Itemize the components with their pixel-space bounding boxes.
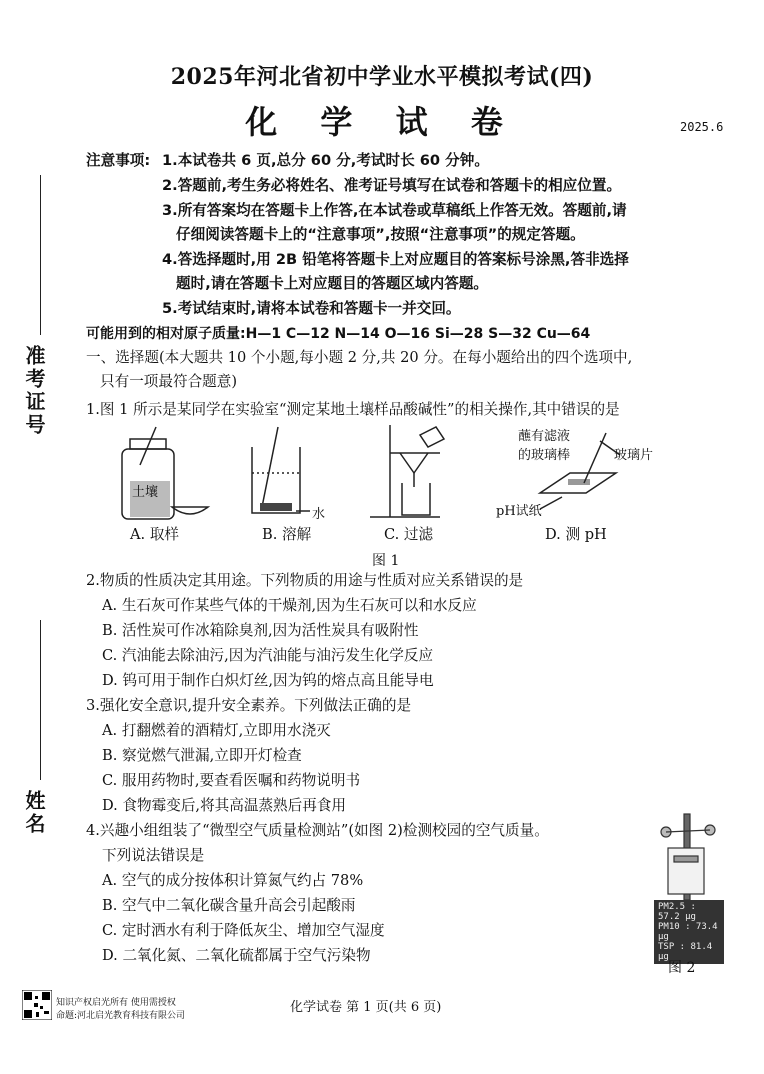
- pouring-beaker: [420, 427, 444, 447]
- q4-stem: 4.兴趣小组组装了“微型空气质量检测站”(如图 2)检测校园的空气质量。: [86, 822, 549, 839]
- reading-panel: [654, 900, 724, 964]
- q3-stem: 3.强化安全意识,提升安全素养。下列做法正确的是: [86, 697, 412, 714]
- q2-option-a: A. 生石灰可作某些气体的干燥剂,因为生石灰可以和水反应: [102, 597, 477, 614]
- figure-2-caption: 图 2: [668, 960, 696, 976]
- qr-code-icon: [22, 990, 52, 1020]
- atomic-masses: 可能用到的相对原子质量:H—1 C—12 N—14 O—16 Si—28 S—32 Cu—64: [86, 326, 591, 342]
- funnel: [400, 453, 428, 473]
- station-display: [674, 856, 698, 862]
- q3-option-a: A. 打翻燃着的酒精灯,立即用水浇灭: [102, 722, 331, 739]
- copyright-line-2: 命题:河北启光教育科技有限公司: [56, 1011, 186, 1021]
- q2-option-b: B. 活性炭可作冰箱除臭剂,因为活性炭具有吸附性: [102, 622, 419, 639]
- notice-item: 题时,请在答题卡上对应题目的答题区域内答题。: [176, 275, 489, 292]
- beaker-c: [402, 483, 430, 515]
- soil-label: 土壤: [132, 485, 159, 500]
- section-heading-cont: 只有一项最符合题意): [100, 373, 238, 390]
- pm10-reading: PM10 : 73.4 μg: [658, 922, 718, 942]
- notice-item: 3.所有答案均在答题卡上作答,在本试卷或草稿纸上作答无效。答题前,请: [162, 202, 627, 219]
- dish: [172, 507, 208, 514]
- q3-option-c: C. 服用药物时,要查看医嘱和药物说明书: [102, 772, 361, 789]
- exam-date: 2025.6: [680, 120, 724, 134]
- notice-item: 4.答选择题时,用 2B 铅笔将答题卡上对应题目的答案标号涂黑,答非选择: [162, 251, 629, 268]
- rod-label-1: 蘸有滤液: [518, 429, 571, 444]
- sediment: [260, 503, 292, 511]
- q4-option-d: D. 二氧化氮、二氧化硫都属于空气污染物: [102, 947, 371, 964]
- exam-title: 2025年河北省初中学业水平模拟考试(四): [170, 64, 594, 90]
- exam-id-line: [40, 175, 41, 335]
- glass-label: 玻璃片: [614, 448, 654, 463]
- ph-paper-label: pH试纸: [496, 504, 542, 519]
- ph-paper: [568, 479, 590, 485]
- notice-label: 注意事项:: [86, 152, 151, 169]
- q4-option-b: B. 空气中二氧化碳含量升高会引起酸雨: [102, 897, 356, 914]
- q1-option-b: B. 溶解: [262, 526, 312, 543]
- q1-option-a: A. 取样: [130, 526, 180, 543]
- section-heading: 一、选择题(本大题共 10 个小题,每小题 2 分,共 20 分。在每小题给出的四个选项中,: [86, 349, 633, 366]
- paper-pointer: [540, 497, 562, 509]
- pm25-reading: PM2.5 : 57.2 μg: [658, 902, 696, 922]
- q2-option-c: C. 汽油能去除油污,因为汽油能与油污发生化学反应: [102, 647, 434, 664]
- spatula: [140, 427, 156, 465]
- figure-1-caption: 图 1: [372, 553, 400, 569]
- notice-item: 仔细阅读答题卡上的“注意事项”,按照“注意事项”的规定答题。: [176, 226, 585, 243]
- notice-item: 1.本试卷共 6 页,总分 60 分,考试时长 60 分钟。: [162, 152, 489, 169]
- page-footer: 化学试卷 第 1 页(共 6 页): [290, 1000, 442, 1015]
- tsp-reading: TSP : 81.4 μg: [658, 942, 713, 962]
- q4-stem-cont: 下列说法错误是: [102, 847, 205, 864]
- name-label: 姓名: [22, 790, 46, 836]
- notice-item: 5.考试结束时,请将本试卷和答题卡一并交回。: [162, 300, 461, 317]
- q4-option-c: C. 定时洒水有利于降低灰尘、增加空气湿度: [102, 922, 385, 939]
- q2-stem: 2.物质的性质决定其用途。下列物质的用途与性质对应关系错误的是: [86, 572, 524, 589]
- glass-rod: [584, 433, 606, 483]
- station-cabinet: [668, 848, 704, 894]
- q1-option-d: D. 测 pH: [545, 526, 607, 543]
- exam-id-label: 准考证号: [22, 345, 46, 437]
- air-station-illustration: [654, 812, 724, 902]
- name-line: [40, 620, 41, 780]
- water-label: 水: [312, 507, 326, 522]
- copyright-line-1: 知识产权启光所有 使用需授权: [56, 998, 176, 1008]
- figure-1-illustrations: [100, 425, 660, 525]
- notice-item: 2.答题前,考生务必将姓名、准考证号填写在试卷和答题卡的相应位置。: [162, 177, 622, 194]
- q3-option-b: B. 察觉燃气泄漏,立即开灯检查: [102, 747, 302, 764]
- subject-title: 化 学 试 卷: [245, 103, 519, 141]
- q2-option-d: D. 钨可用于制作白炽灯丝,因为钨的熔点高且能导电: [102, 672, 434, 689]
- stir-rod: [262, 427, 278, 507]
- q1-option-c: C. 过滤: [384, 526, 434, 543]
- q1-stem: 1.图 1 所示是某同学在实验室“测定某地土壤样品酸碱性”的相关操作,其中错误的是: [86, 401, 620, 418]
- q3-option-d: D. 食物霉变后,将其高温蒸熟后再食用: [102, 797, 347, 814]
- q4-option-a: A. 空气的成分按体积计算氮气约占 78%: [102, 872, 364, 889]
- rod-label-2: 的玻璃棒: [518, 448, 571, 463]
